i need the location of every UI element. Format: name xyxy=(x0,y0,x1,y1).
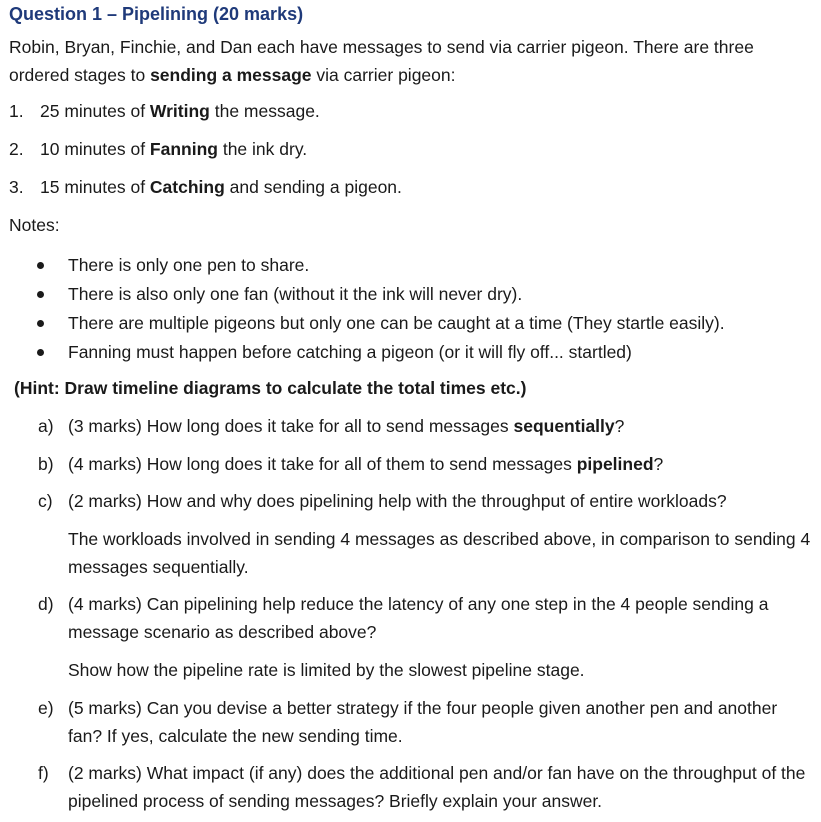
question-letter: d) xyxy=(38,594,54,614)
question-letter: f) xyxy=(38,763,49,783)
question-text: (2 marks) How and why does pipelining help with the throughput of entire workloads? xyxy=(68,491,727,511)
question-c-subtext: The workloads involved in sending 4 messages as described above, in comparison to sending 4 messages sequentially. xyxy=(68,529,811,577)
question-d-subtext: Show how the pipeline rate is limited by the slowest pipeline stage. xyxy=(68,660,585,680)
question-text: (4 marks) How long does it take for all of them to send messages pipelined? xyxy=(68,454,664,474)
question-text: (4 marks) Can pipelining help reduce the latency of any one step in the 4 people sending a message scenario as described above? xyxy=(68,594,769,642)
bullet-icon xyxy=(37,262,44,269)
stage-number: 3. xyxy=(9,177,24,197)
notes-label: Notes: xyxy=(9,215,60,235)
stage-text: 15 minutes of Catching and sending a pigeon. xyxy=(40,177,402,197)
bullet-icon xyxy=(37,320,44,327)
stage-number: 2. xyxy=(9,139,24,159)
question-letter: b) xyxy=(38,454,54,474)
intro-text-2: via carrier pigeon: xyxy=(311,65,456,85)
bullet-icon xyxy=(37,349,44,356)
intro-bold: sending a message xyxy=(150,65,312,85)
stage-number: 1. xyxy=(9,101,24,121)
question-letter: a) xyxy=(38,416,54,436)
question-text: (2 marks) What impact (if any) does the additional pen and/or fan have on the throughput of the pipelined process of sending messages? Briefly explain your answer. xyxy=(68,763,806,811)
intro-paragraph xyxy=(9,33,809,89)
question-letter: e) xyxy=(38,698,54,718)
question-letter: c) xyxy=(38,491,53,511)
question-text: (5 marks) Can you devise a better strategy if the four people given another pen and another fan? If yes, calculate the new sending time. xyxy=(68,698,778,746)
bullet-icon xyxy=(37,291,44,298)
document-page: Question 1 – Pipelining (20 marks) Robin, Bryan, Finchie, and Dan each have messages to send via carrier pigeon. There are three ordered stages to sending a message via carrier pigeon: 1. 25 minutes of Writing the message. 2. 10 minutes of Fanning the ink dry. 3. 15 minutes of Catching and sending a pigeon. Notes: There is only one pen to share. There is also only one fan (without it the ink will never dry). There are multiple pigeons but only one can be caught at a time (They startle easily). Fanning must happen before catching a pigeon (or it will fly off... startled) (Hint: Draw timeline diagrams to calculate the total times etc.) a) (3 marks) How long does it take for all to send messages sequentially? b) (4 marks) How long does it take for all of them to send messages pipelined? c) (2 marks) How and why does pipelining help with the throughput of entire workloads? The workloads involved in sending 4 messages as described above, in comparison to sending 4 messages sequentially. d) (4 marks) Can pipelining help reduce the latency of any one step in the 4 people sending a message scenario as described above? Show how the pipeline rate is limited by the slowest pipeline stage. e) (5 marks) Can you devise a better strategy if the four people given another pen and another fan? If yes, calculate the new sending time. f) (2 marks) What impact (if any) does the additional pen and/or fan have on the throughput of the pipelined process of sending messages? Briefly explain your answer. xyxy=(0,0,821,822)
question-heading: Question 1 – Pipelining (20 marks) xyxy=(9,4,304,24)
hint-text: (Hint: Draw timeline diagrams to calculate the total times etc.) xyxy=(14,378,527,398)
intro-text-1: Robin, Bryan, Finchie, and Dan each have messages to send via carrier pigeon. There are three ordered stages to xyxy=(9,37,754,85)
stage-text: 10 minutes of Fanning the ink dry. xyxy=(40,139,308,159)
stage-text: 25 minutes of Writing the message. xyxy=(40,101,320,121)
question-text: (3 marks) How long does it take for all to send messages sequentially? xyxy=(68,416,625,436)
